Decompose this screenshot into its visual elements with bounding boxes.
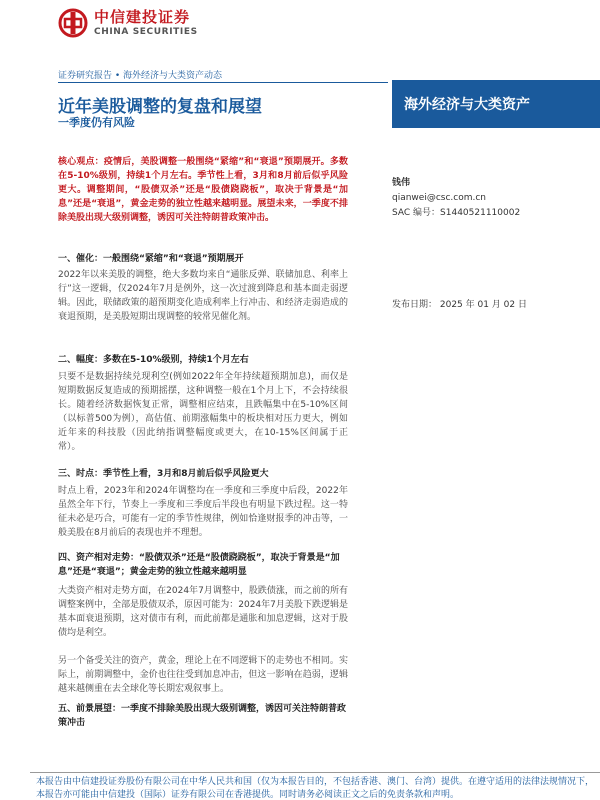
- report-series: 证券研究报告 • 海外经济与大类资产动态: [58, 71, 223, 81]
- section-paragraph-1: 2022年以来美股的调整，绝大多数均来自“通胀反弹、联储加息、利率上行”这一逻辑，仅2024年7月是例外，这一次过渡到降息和基本面走弱逻辑。因此，联储政策的超预期变化造成利率上行冲击、和经济走弱造成的衰退预期，是美股短期出现调整的较常见催化剂。: [58, 270, 348, 322]
- company-name-en: CHINA SECURITIES: [94, 27, 198, 37]
- analyst-sac: SAC 编号：S1440521110002: [392, 208, 521, 218]
- analyst-name: 钱伟: [392, 178, 411, 188]
- section-heading-4: 四、资产相对走势：“股债双杀”还是“股债跷跷板”，取决于背景是“加息”还是“衰退”；黄金走势的独立性越来越明显: [58, 553, 340, 577]
- section-paragraph-2: 只要不是数据持续兑现利空(例如2022年全年持续超预期加息)，而仅是短期数据反复造成的预期摇摆，这种调整一般在1个月上下，不会持续很长。随着经济数据恢复正常，调整相应结束，且跌幅集中在5-10%区间（以标普500为例），高估值、前期涨幅集中的板块相对压力更大，例如近年来的科技股（因此纳指调整幅度或更大，在10-15%区间属于正常）。: [58, 372, 348, 452]
- company-logo-icon: [58, 8, 88, 38]
- company-logo: [58, 8, 198, 38]
- analyst-email[interactable]: qianwei@csc.com.cn: [392, 193, 487, 203]
- header-divider: [58, 82, 388, 83]
- report-subtitle: 一季度仍有风险: [58, 116, 135, 129]
- category-banner: [392, 80, 600, 128]
- section-heading-5: 五、前景展望：一季度不排除美股出现大级别调整，诱因可关注特朗普政策冲击: [58, 704, 347, 728]
- footer-divider: [30, 772, 600, 773]
- company-name-cn: 中信建投证券: [94, 8, 191, 26]
- section-paragraph-4a: 大类资产相对走势方面，在2024年7月调整中，股跌债涨，而之前的所有调整案例中，全部是股债双杀，原因可能为：2024年7月美股下跌逻辑是基本面衰退预期，这对债市有利，而此前都是通胀和加息逻辑，这对于股债均是利空。: [58, 586, 348, 638]
- section-paragraph-4b: 另一个备受关注的资产，黄金，理论上在不同逻辑下的走势也不相同。实际上，前期调整中，金价也往往受到加息冲击，但这一影响在趋弱，逻辑越来越侧重在去全球化等长期宏观叙事上。: [58, 656, 348, 694]
- category-label: 海外经济与大类资产: [404, 97, 530, 113]
- disclaimer: 本报告由中信建投证券股份有限公司在中华人民共和国（仅为本报告目的，不包括香港、澳门、台湾）提供。在遵守适用的法律法规情况下，本报告亦可能由中信建投（国际）证券有限公司在香港提供。同时请务必阅读正文之后的免责条款和声明。: [36, 777, 595, 800]
- publish-date: 发布日期： 2025 年 01 月 02 日: [392, 300, 527, 310]
- section-heading-2: 二、幅度：多数在5-10%级别，持续1个月左右: [58, 355, 249, 365]
- analyst-info: [392, 176, 520, 221]
- section-paragraph-3: 时点上看，2023年和2024年调整均在一季度和三季度中后段，2022年虽然全年下行，节奏上一季度和三季度后半段也有明显下跌过程。这一特征未必是巧合，可能有一定的季节性规律，例如恰逢财报季的冲击等，一般美股在8月前后的表现也并不理想。: [58, 486, 348, 538]
- section-heading-1: 一、催化：一般围绕“紧缩”和“衰退”预期展开: [58, 254, 244, 264]
- report-title: 近年美股调整的复盘和展望: [58, 97, 262, 117]
- core-view: 核心观点：疫情后，美股调整一般围绕“紧缩”和“衰退”预期展开。多数在5-10%级别，持续1个月左右。季节性上看，3月和8月前后似乎风险更大。调整期间，“股债双杀”还是“股债跷跷板”，取决于背景是“加息”还是“衰退”，黄金走势的独立性越来越明显。展望未来，一季度不排除美股出现大级别调整，诱因可关注特朗普政策冲击。: [58, 157, 348, 223]
- section-heading-3: 三、时点：季节性上看，3月和8月前后似乎风险更大: [58, 469, 269, 479]
